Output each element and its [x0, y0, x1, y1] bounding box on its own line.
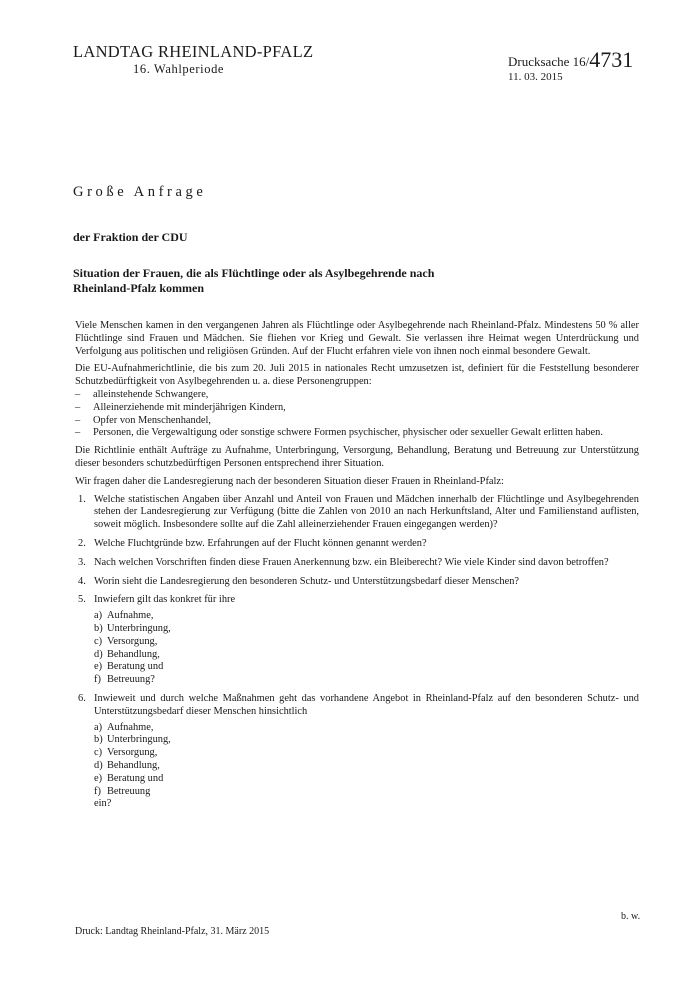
drucksache-label: Drucksache 16/: [508, 54, 590, 69]
intro-paragraph: Viele Menschen kamen in den vergangenen Jahren als Flüchtlinge oder Asylbegehrende nach Rheinland-Pfalz. Mindestens 50 % aller Flüchtlinge sind Frauen und Mädchen. Sie fliehen vor Krieg und Gewalt. Sie verlassen ihre Heimat wegen Unterdrückung und Verfolgung aus politischen und religiösen Gründen. Auf der Flucht erfahren viele von ihnen noch einmal besondere Gewalt.: [75, 320, 639, 357]
sub-question-item: a) Aufnahme,: [94, 721, 154, 733]
sub-question-item: d) Behandlung,: [94, 759, 160, 771]
list-item: – Alleinerziehende mit minderjährigen Kindern,: [75, 401, 286, 413]
directive-tasks-paragraph: Die Richtlinie enthält Aufträge zu Aufnahme, Unterbringung, Versorgung, Behandlung, Beratung und Betreuung zur Unterstützung dieser besonders schutzbedürftigen Personen entsprechend ihrer Situation.: [75, 445, 639, 469]
question-item: [75, 538, 639, 551]
person-group-list: [75, 389, 639, 440]
sub-question-item: f) Betreuung?: [94, 674, 155, 686]
sub-question-item: a) Aufnahme,: [94, 610, 154, 622]
question-number: 3.: [78, 556, 86, 568]
question-number: 1.: [78, 493, 86, 505]
question-text: Inwiefern gilt das konkret für ihre: [94, 594, 236, 606]
directive-paragraph: Die EU-Aufnahmerichtlinie, die bis zum 20. Juli 2015 in nationales Recht umzusetzen ist, definiert für die Feststellung besonderer Schutzbedürftigkeit von Asylbegehrenden u. a. diese Personengruppen:: [75, 363, 639, 388]
faction: der Fraktion der CDU: [73, 230, 188, 244]
dash-bullet: –: [75, 388, 81, 400]
sub-question-item: e) Beratung und: [94, 661, 164, 673]
parliament-title: LANDTAG RHEINLAND-PFALZ: [73, 42, 314, 61]
question-number: 6.: [78, 692, 86, 704]
sub-question-item: c) Versorgung,: [94, 747, 158, 759]
sub-question-item: b) Unterbringung,: [94, 622, 171, 634]
sub-question-list: [94, 610, 639, 687]
print-footer: Druck: Landtag Rheinland-Pfalz, 31. März 2015: [75, 926, 270, 937]
question-item: [75, 494, 639, 532]
sub-question-item: d) Behandlung,: [94, 648, 160, 660]
document-body: [75, 320, 639, 817]
drucksache-reference: [508, 46, 633, 72]
question-number: 2.: [78, 537, 86, 549]
legislative-period: 16. Wahlperiode: [133, 62, 225, 76]
sub-question-item: e) Beratung und: [94, 772, 164, 784]
question-item: [75, 594, 639, 687]
question-text: Worin sieht die Landesregierung den besonderen Schutz- und Unterstützungsbedarf dieser Menschen?: [94, 575, 520, 587]
question-text: Welche statistischen Angaben über Anzahl und Anteil von Frauen und Mädchen innerhalb der Flüchtlinge und Asylbegehrenden stehen der Landesregierung zur Verfügung (bitte die Zahlen von 2010 an nach Herkunftsland, Alter und Familienstand auflisten, soweit möglich. Insbesondere sollte auf die Zahl alleinerziehender Frauen eingegangen werden)?: [94, 493, 639, 531]
question-text: Inwieweit und durch welche Maßnahmen geht das vorhandene Angebot in Rheinland-Pfalz auf den besonderen Schutz- und Unterstützungsbedarf dieser Menschen hinsichtlich: [94, 692, 639, 717]
document-date: 11. 03. 2015: [508, 71, 563, 83]
document-type: Große Anfrage: [73, 184, 207, 200]
question-intro: Wir fragen daher die Landesregierung nach der besonderen Situation dieser Frauen in Rheinland-Pfalz:: [75, 475, 504, 487]
dash-bullet: –: [75, 401, 81, 413]
question-tail: ein?: [94, 798, 112, 810]
question-item: [75, 693, 639, 811]
question-item: [75, 576, 639, 589]
sub-question-item: b) Unterbringung,: [94, 734, 171, 746]
subject-title: Situation der Frauen, die als Flüchtlinge oder als Asylbegehrende nach Rheinland-Pfalz kommen: [73, 266, 435, 295]
drucksache-number: 4731: [589, 47, 634, 72]
sub-question-list: [94, 722, 639, 799]
list-item: – Personen, die Vergewaltigung oder sonstige schwere Formen psychischer, physischer oder sexueller Gewalt erlitten haben.: [75, 427, 603, 439]
dash-bullet: –: [75, 414, 81, 426]
question-list: [75, 494, 639, 812]
list-item: – alleinstehende Schwangere,: [75, 388, 209, 400]
sub-question-item: c) Versorgung,: [94, 635, 158, 647]
dash-bullet: –: [75, 427, 81, 439]
question-number: 5.: [78, 594, 86, 606]
question-text: Welche Fluchtgründe bzw. Erfahrungen auf der Flucht können genannt werden?: [94, 537, 427, 549]
turn-over-note: b. w.: [621, 911, 641, 922]
list-item: – Opfer von Menschenhandel,: [75, 414, 212, 426]
sub-question-item: f) Betreuung: [94, 785, 151, 797]
question-number: 4.: [78, 575, 86, 587]
question-text: Nach welchen Vorschriften finden diese Frauen Anerkennung bzw. ein Bleiberecht? Wie viele Kinder sind davon betroffen?: [94, 556, 609, 568]
question-item: [75, 557, 639, 570]
